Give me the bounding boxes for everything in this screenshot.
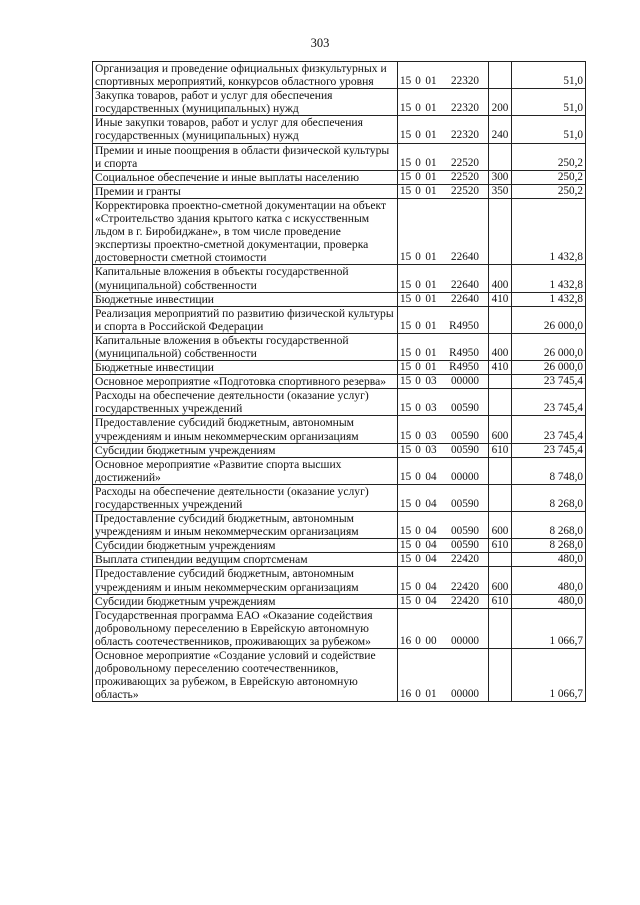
code-subprogram: 0 (415, 278, 421, 291)
row-code (398, 375, 489, 389)
row-code (398, 567, 489, 594)
row-name: Расходы на обеспечение деятельности (оказание услуг) государственных учреждений (93, 484, 398, 511)
row-code (398, 170, 489, 184)
row-expense-type: 400 (489, 265, 512, 292)
code-program: 15 (400, 470, 412, 483)
table-row (93, 567, 586, 594)
code-activity: 01 (425, 75, 437, 88)
row-expense-type (489, 484, 512, 511)
row-expense-type: 410 (489, 292, 512, 306)
code-direction: 00000 (451, 470, 479, 483)
row-sum: 250,2 (512, 170, 586, 184)
row-sum: 26 000,0 (512, 333, 586, 360)
code-subprogram: 0 (415, 429, 421, 442)
row-code (398, 649, 489, 702)
row-expense-type (489, 143, 512, 170)
row-sum: 8 268,0 (512, 539, 586, 553)
row-code (398, 184, 489, 198)
code-direction: R4950 (449, 346, 479, 359)
row-code (398, 62, 489, 89)
row-expense-type: 610 (489, 539, 512, 553)
row-code (398, 333, 489, 360)
code-subprogram: 0 (415, 361, 421, 374)
code-direction: 22520 (451, 156, 479, 169)
table-row (93, 457, 586, 484)
code-direction: R4950 (449, 319, 479, 332)
code-direction: 00590 (451, 525, 479, 538)
code-program: 15 (400, 251, 412, 264)
row-name: Реализация мероприятий по развитию физической культуры и спорта в Российской Федерации (93, 306, 398, 333)
row-expense-type (489, 649, 512, 702)
code-program: 15 (400, 129, 412, 142)
code-direction: 22640 (451, 251, 479, 264)
code-direction: 00590 (451, 443, 479, 456)
code-direction: 22520 (451, 170, 479, 183)
code-activity: 04 (425, 594, 437, 607)
row-sum: 1 066,7 (512, 608, 586, 648)
code-activity: 01 (425, 361, 437, 374)
row-expense-type: 200 (489, 89, 512, 116)
row-name: Субсидии бюджетным учреждениям (93, 539, 398, 553)
code-program: 15 (400, 292, 412, 305)
code-program: 15 (400, 184, 412, 197)
code-direction: 22320 (451, 102, 479, 115)
code-program: 15 (400, 525, 412, 538)
row-sum: 1 432,8 (512, 265, 586, 292)
code-program: 15 (400, 361, 412, 374)
row-name: Основное мероприятие «Создание условий и содействие добровольному переселению соотечественников, проживающих за рубежом, в Еврейскую автономную область» (93, 649, 398, 702)
row-sum: 51,0 (512, 89, 586, 116)
row-code (398, 292, 489, 306)
row-name: Предоставление субсидий бюджетным, автономным учреждениям и иным некоммерческим организациям (93, 567, 398, 594)
table-row (93, 553, 586, 567)
code-program: 15 (400, 594, 412, 607)
code-subprogram: 0 (415, 688, 421, 701)
code-direction: 22420 (451, 580, 479, 593)
row-name: Премии и гранты (93, 184, 398, 198)
table-row (93, 198, 586, 264)
code-activity: 01 (425, 251, 437, 264)
table-row (93, 416, 586, 443)
code-activity: 03 (425, 443, 437, 456)
row-code (398, 265, 489, 292)
table-row (93, 89, 586, 116)
row-name: Социальное обеспечение и иные выплаты населению (93, 170, 398, 184)
row-code (398, 89, 489, 116)
code-program: 15 (400, 75, 412, 88)
table-row (93, 292, 586, 306)
code-subprogram: 0 (415, 498, 421, 510)
code-direction: 00590 (451, 402, 479, 415)
row-sum: 250,2 (512, 143, 586, 170)
code-activity: 00 (425, 634, 437, 647)
code-activity: 01 (425, 278, 437, 291)
row-expense-type: 610 (489, 443, 512, 457)
row-sum: 8 748,0 (512, 457, 586, 484)
code-program: 15 (400, 443, 412, 456)
code-program: 15 (400, 170, 412, 183)
row-expense-type: 300 (489, 170, 512, 184)
code-direction: 00590 (451, 539, 479, 552)
code-direction: 00000 (451, 688, 479, 701)
row-name: Корректировка проектно-сметной документации на объект «Строительство здания крытого катка с искусственным льдом в г. Биробиджане», в том числе проведение экспертизы проектно-сметной документации, проверка достоверности сметной стоимости (93, 198, 398, 264)
row-name: Государственная программа ЕАО «Оказание содействия добровольному переселению в Еврейскую автономную область соотечественников, проживающих за рубежом» (93, 608, 398, 648)
row-expense-type (489, 306, 512, 333)
code-activity: 03 (425, 375, 437, 388)
code-activity: 04 (425, 525, 437, 538)
code-activity: 01 (425, 170, 437, 183)
row-name: Бюджетные инвестиции (93, 361, 398, 375)
row-expense-type (489, 553, 512, 567)
row-sum: 26 000,0 (512, 306, 586, 333)
row-expense-type: 600 (489, 512, 512, 539)
row-code (398, 608, 489, 648)
row-sum: 51,0 (512, 116, 586, 143)
table-row (93, 116, 586, 143)
code-direction: 22420 (451, 594, 479, 607)
code-activity: 01 (425, 346, 437, 359)
row-code (398, 512, 489, 539)
code-subprogram: 0 (415, 156, 421, 169)
code-activity: 01 (425, 184, 437, 197)
code-activity: 04 (425, 539, 437, 552)
code-activity: 01 (425, 102, 437, 115)
code-subprogram: 0 (415, 346, 421, 359)
code-program: 15 (400, 319, 412, 332)
code-activity: 03 (425, 402, 437, 415)
row-code (398, 539, 489, 553)
code-activity: 01 (425, 156, 437, 169)
row-name: Иные закупки товаров, работ и услуг для обеспечения государственных (муниципальных) нужд (93, 116, 398, 143)
code-program: 16 (400, 688, 412, 701)
code-subprogram: 0 (415, 75, 421, 88)
row-code (398, 553, 489, 567)
code-activity: 03 (425, 429, 437, 442)
budget-table (92, 61, 586, 702)
code-direction: 22640 (451, 292, 479, 305)
code-program: 15 (400, 375, 412, 388)
row-name: Организация и проведение официальных физкультурных и спортивных мероприятий, конкурсов областного уровня (93, 62, 398, 89)
row-name: Закупка товаров, работ и услуг для обеспечения государственных (муниципальных) нужд (93, 89, 398, 116)
page-number: 303 (310, 36, 330, 50)
row-sum: 1 066,7 (512, 649, 586, 702)
code-activity: 01 (425, 319, 437, 332)
table-row (93, 184, 586, 198)
code-activity: 04 (425, 553, 437, 566)
code-program: 15 (400, 580, 412, 593)
code-subprogram: 0 (415, 319, 421, 332)
row-code (398, 361, 489, 375)
row-code (398, 416, 489, 443)
row-name: Расходы на обеспечение деятельности (оказание услуг) государственных учреждений (93, 389, 398, 416)
row-expense-type: 410 (489, 361, 512, 375)
row-code (398, 306, 489, 333)
code-program: 15 (400, 346, 412, 359)
row-name: Предоставление субсидий бюджетным, автономным учреждениям и иным некоммерческим организациям (93, 416, 398, 443)
row-code (398, 443, 489, 457)
row-name: Капитальные вложения в объекты государственной (муниципальной) собственности (93, 265, 398, 292)
row-expense-type (489, 62, 512, 89)
table-row (93, 143, 586, 170)
row-name: Выплата стипендии ведущим спортсменам (93, 553, 398, 567)
table-row (93, 333, 586, 360)
row-expense-type (489, 198, 512, 264)
row-sum: 1 432,8 (512, 198, 586, 264)
table-row (93, 62, 586, 89)
row-code (398, 116, 489, 143)
row-expense-type (489, 389, 512, 416)
table-row (93, 608, 586, 648)
row-code (398, 484, 489, 511)
table-row (93, 484, 586, 511)
row-sum: 23 745,4 (512, 443, 586, 457)
code-subprogram: 0 (415, 102, 421, 115)
table-row (93, 512, 586, 539)
code-subprogram: 0 (415, 553, 421, 566)
row-name: Основное мероприятие «Развитие спорта высших достижений» (93, 457, 398, 484)
table-row (93, 649, 586, 702)
table-row (93, 170, 586, 184)
code-subprogram: 0 (415, 402, 421, 415)
table-row (93, 594, 586, 608)
code-activity: 01 (425, 129, 437, 142)
code-subprogram: 0 (415, 594, 421, 607)
row-sum: 23 745,4 (512, 416, 586, 443)
row-sum: 26 000,0 (512, 361, 586, 375)
table-row (93, 306, 586, 333)
table-row (93, 389, 586, 416)
row-name: Субсидии бюджетным учреждениям (93, 594, 398, 608)
row-name: Субсидии бюджетным учреждениям (93, 443, 398, 457)
row-expense-type: 400 (489, 333, 512, 360)
code-program: 16 (400, 634, 412, 647)
code-program: 15 (400, 402, 412, 415)
code-subprogram: 0 (415, 170, 421, 183)
row-sum: 480,0 (512, 567, 586, 594)
row-code (398, 198, 489, 264)
code-subprogram: 0 (415, 375, 421, 388)
row-sum: 250,2 (512, 184, 586, 198)
code-program: 15 (400, 102, 412, 115)
code-subprogram: 0 (415, 634, 421, 647)
code-program: 15 (400, 553, 412, 566)
row-sum: 480,0 (512, 553, 586, 567)
code-direction: 00000 (451, 375, 479, 388)
table-row (93, 265, 586, 292)
row-expense-type: 240 (489, 116, 512, 143)
code-activity: 04 (425, 470, 437, 483)
code-direction: 22420 (451, 553, 479, 566)
code-subprogram: 0 (415, 443, 421, 456)
row-sum: 1 432,8 (512, 292, 586, 306)
row-sum: 8 268,0 (512, 512, 586, 539)
row-name: Капитальные вложения в объекты государственной (муниципальной) собственности (93, 333, 398, 360)
row-expense-type: 600 (489, 416, 512, 443)
code-program: 15 (400, 278, 412, 291)
row-name: Премии и иные поощрения в области физической культуры и спорта (93, 143, 398, 170)
row-code (398, 457, 489, 484)
row-sum: 480,0 (512, 594, 586, 608)
row-sum: 23 745,4 (512, 389, 586, 416)
table-row (93, 361, 586, 375)
row-sum: 51,0 (512, 62, 586, 89)
row-expense-type (489, 608, 512, 648)
code-direction: 22320 (451, 75, 479, 88)
code-direction: 00000 (451, 634, 479, 647)
row-expense-type: 350 (489, 184, 512, 198)
code-activity: 04 (425, 580, 437, 593)
code-subprogram: 0 (415, 580, 421, 593)
code-direction: R4950 (449, 361, 479, 374)
code-direction: 22320 (451, 129, 479, 142)
row-expense-type: 600 (489, 567, 512, 594)
table-row (93, 539, 586, 553)
row-expense-type (489, 375, 512, 389)
table-row (93, 443, 586, 457)
row-name: Основное мероприятие «Подготовка спортивного резерва» (93, 375, 398, 389)
row-sum: 23 745,4 (512, 375, 586, 389)
code-program: 15 (400, 539, 412, 552)
code-subprogram: 0 (415, 525, 421, 538)
row-name: Бюджетные инвестиции (93, 292, 398, 306)
code-activity: 04 (425, 498, 437, 510)
code-program: 15 (400, 498, 412, 510)
row-code (398, 143, 489, 170)
row-code (398, 594, 489, 608)
code-subprogram: 0 (415, 129, 421, 142)
code-direction: 22640 (451, 278, 479, 291)
code-subprogram: 0 (415, 539, 421, 552)
code-program: 15 (400, 156, 412, 169)
code-activity: 01 (425, 292, 437, 305)
code-direction: 00590 (451, 429, 479, 442)
table-row (93, 375, 586, 389)
row-code (398, 389, 489, 416)
row-expense-type (489, 457, 512, 484)
code-subprogram: 0 (415, 292, 421, 305)
code-subprogram: 0 (415, 251, 421, 264)
code-subprogram: 0 (415, 470, 421, 483)
row-name: Предоставление субсидий бюджетным, автономным учреждениям и иным некоммерческим организациям (93, 512, 398, 539)
code-subprogram: 0 (415, 184, 421, 197)
code-direction: 22520 (451, 184, 479, 197)
code-direction: 00590 (451, 498, 479, 510)
row-expense-type: 610 (489, 594, 512, 608)
budget-table-body (93, 62, 586, 702)
code-program: 15 (400, 429, 412, 442)
code-activity: 01 (425, 688, 437, 701)
row-sum: 8 268,0 (512, 484, 586, 511)
